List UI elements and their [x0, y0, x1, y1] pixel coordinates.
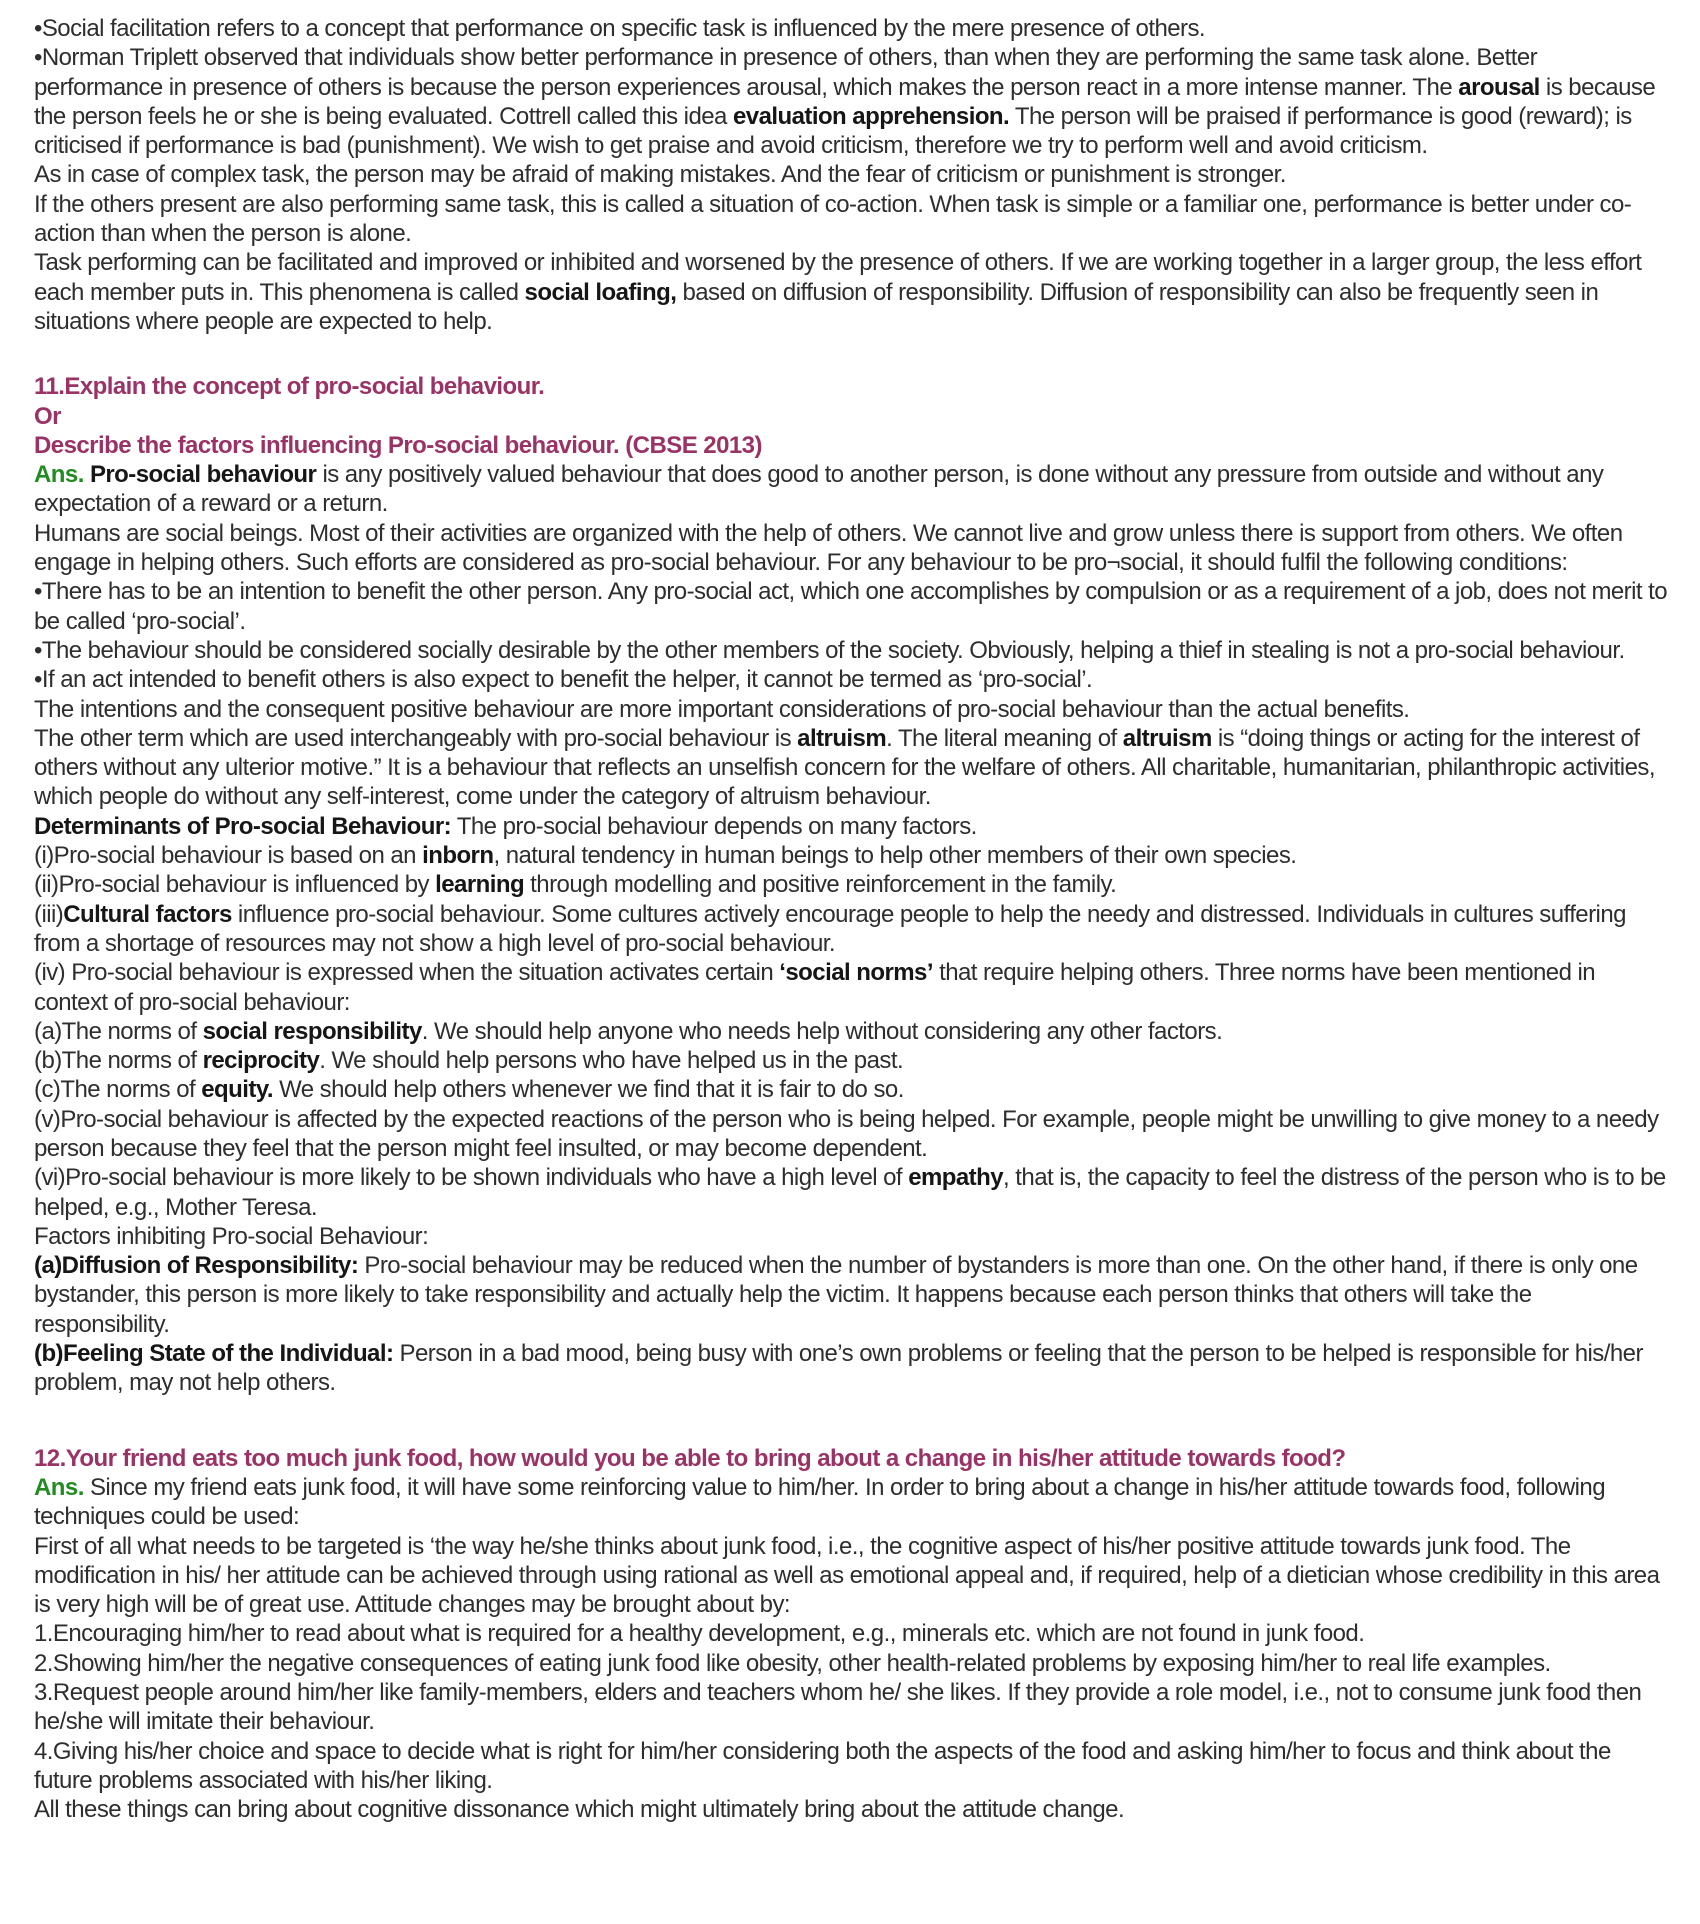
paragraph-complex-task — [34, 160, 1668, 189]
item-vi-empathy — [34, 1163, 1668, 1222]
question-11-heading — [34, 372, 1668, 401]
text-run: (ii)Pro-social behaviour is influenced by — [34, 871, 436, 899]
answer-label: Ans. — [34, 1473, 90, 1501]
text-run: •The behaviour should be considered socially desirable by the other members of the society. Obviously, helping a thief in stealing is not a pro-social behaviour. — [34, 636, 1625, 664]
question-text: 12.Your friend eats too much junk food, how would you be able to bring about a change in his/her attitude towards food? — [34, 1444, 1346, 1472]
item-3-request — [34, 1678, 1668, 1737]
bold-term: Cultural factors — [63, 900, 232, 928]
bullet-socially-desirable — [34, 636, 1668, 665]
text-run: . We should help anyone who needs help without considering any other factors. — [421, 1017, 1223, 1045]
text-run: (iii) — [34, 900, 64, 928]
bold-term: (b)Feeling State of the Individual: — [34, 1340, 394, 1368]
text-run: •Norman Triplett observed that individuals show better performance in presence of others, than when they are performing the same task alone. Better performance in presence of others is because the person experiences arousal, which makes the person react in a more intense manner. The — [34, 44, 1538, 101]
question-11-or — [34, 402, 1668, 431]
text-run: 1.Encouraging him/her to read about what is required for a healthy development, e.g., minerals etc. which are not found in junk food. — [34, 1620, 1365, 1648]
text-run: based on diffusion of responsibility. Diffusion of responsibility can also be frequently seen in situations where people are expected to help. — [34, 278, 1599, 335]
bullet-intention — [34, 577, 1668, 636]
text-run: Humans are social beings. Most of their activities are organized with the help of others. We cannot live and grow unless there is support from others. We often engage in helping others. Such efforts are considered as pro-social behaviour. For any behaviour to be pro¬social, it should fulfil the following conditions: — [34, 519, 1623, 577]
answer-label: Ans. — [34, 461, 90, 489]
text-run: , natural tendency in human beings to help other members of their own species. — [493, 842, 1297, 870]
text-run: 3.Request people around him/her like family-members, elders and teachers whom he/ she likes. If they provide a role model, i.e., not to consume junk food then he/she will imitate their behaviour. — [34, 1679, 1642, 1736]
answer-12-intro — [34, 1473, 1668, 1532]
item-i-inborn — [34, 841, 1668, 870]
item-iii-cultural — [34, 900, 1668, 959]
item-a-diffusion-responsibility — [34, 1251, 1668, 1339]
text-run: (c)The norms of — [34, 1076, 202, 1104]
paragraph-first-of-all — [34, 1532, 1668, 1620]
text-run: Since my friend eats junk food, it will have some reinforcing value to him/her. In order to bring about a change in his/her attitude towards food, following techniques could be used: — [34, 1473, 1606, 1531]
bold-term: (a)Diffusion of Responsibility: — [34, 1252, 359, 1280]
bold-term: arousal — [1458, 73, 1540, 101]
bold-term: empathy — [908, 1164, 1004, 1192]
bold-term: altruism — [797, 724, 887, 752]
bullet-norman-triplett — [34, 43, 1668, 160]
text-run: is “doing things or acting for the interest of others without any ulterior motive.” It is a behaviour that reflects an unselfish concern for the welfare of others. All charitable, humanitarian, philanthropic activities, which people do without any self-interest, come under the category of altruism behaviour. — [34, 724, 1655, 811]
text-run: (i)Pro-social behaviour is based on an — [34, 842, 423, 870]
bold-term: evaluation apprehension. — [732, 102, 1010, 130]
bold-term: inborn — [422, 842, 494, 870]
item-a-social-responsibility — [34, 1017, 1668, 1046]
bold-term: social loafing, — [524, 278, 677, 306]
bold-term: reciprocity — [202, 1047, 320, 1075]
item-2-showing — [34, 1649, 1668, 1678]
text-run: (iv) Pro-social behaviour is expressed when the situation activates certain — [34, 959, 780, 987]
text-run: (vi)Pro-social behaviour is more likely to be shown individuals who have a high level of — [34, 1164, 909, 1192]
bold-term: ‘social norms’ — [779, 959, 933, 987]
text-run: (a)The norms of — [34, 1017, 203, 1045]
text-run: . We should help persons who have helped us in the past. — [319, 1047, 904, 1075]
text-run: 4.Giving his/her choice and space to decide what is right for him/her considering both the aspects of the food and asking him/her to focus and think about the future problems associated with his/her liking. — [34, 1737, 1611, 1794]
item-1-encouraging — [34, 1619, 1668, 1648]
text-run: Factors inhibiting Pro-social Behaviour: — [34, 1222, 429, 1250]
question-text: Describe the factors influencing Pro-social behaviour. (CBSE 2013) — [34, 431, 762, 459]
question-12-heading — [34, 1444, 1668, 1473]
text-run: •Social facilitation refers to a concept that performance on specific task is influenced by the mere presence of others. — [34, 15, 1206, 42]
bold-term: learning — [435, 871, 525, 899]
item-iv-social-norms — [34, 958, 1668, 1017]
section-spacer — [34, 1398, 1668, 1444]
section-spacer — [34, 336, 1668, 372]
question-text: Or — [34, 402, 61, 430]
item-ii-learning — [34, 870, 1668, 899]
text-run: The pro-social behaviour depends on many factors. — [451, 812, 977, 840]
text-run: (v)Pro-social behaviour is affected by the expected reactions of the person who is being helped. For example, people might be unwilling to give money to a needy person because they feel that the person might feel insulted, or may become dependent. — [34, 1105, 1659, 1162]
bold-term: Pro-social behaviour — [89, 461, 317, 489]
answer-11-intro — [34, 460, 1668, 519]
text-run: •There has to be an intention to benefit the other person. Any pro-social act, which one accomplishes by compulsion or as a requirement of a job, does not merit to be called ‘pro-social’. — [34, 578, 1668, 635]
text-run: Person in a bad mood, being busy with one’s own problems or feeling that the person to be helped is responsible for his/her problem, may not help others. — [34, 1340, 1643, 1397]
paragraph-humans-social — [34, 519, 1668, 578]
text-run: (b)The norms of — [34, 1047, 203, 1075]
item-b-feeling-state — [34, 1339, 1668, 1398]
text-run: 2.Showing him/her the negative consequences of eating junk food like obesity, other health-related problems by exposing him/her to real life examples. — [34, 1649, 1551, 1677]
text-run: The person will be praised if performance is good (reward); is criticised if performance is bad (punishment). We wish to get praise and avoid criticism, therefore we try to perform well and avoid criticism. — [34, 102, 1632, 160]
bold-term: equity. — [201, 1076, 273, 1104]
paragraph-factors-inhibiting — [34, 1222, 1668, 1251]
text-run: The other term which are used interchangeably with pro-social behaviour is — [34, 724, 798, 752]
question-text: 11.Explain the concept of pro-social behaviour. — [34, 373, 545, 401]
text-run: The intentions and the consequent positive behaviour are more important considerations of pro-social behaviour than the actual benefits. — [34, 695, 1410, 723]
paragraph-cognitive-dissonance — [34, 1795, 1668, 1824]
bold-term: social responsibility — [202, 1017, 422, 1045]
paragraph-determinants — [34, 812, 1668, 841]
text-run: First of all what needs to be targeted is ‘the way he/she thinks about junk food, i.e., the cognitive aspect of his/her positive attitude towards junk food. The modification in his/ her attitude can be achieved through using rational as well as emotional appeal and, if required, help of a dietician whose credibility in this area is very high will be of great use. Attitude changes may be brought about by: — [34, 1532, 1660, 1619]
text-run: Task performing can be facilitated and improved or inhibited and worsened by the presence of others. If we are working together in a larger group, the less effort each member puts in. This phenomena is called — [34, 249, 1642, 306]
paragraph-co-action — [34, 190, 1668, 249]
text-run: that require helping others. Three norms have been mentioned in context of pro-social behaviour: — [34, 959, 1596, 1016]
text-run: is any positively valued behaviour that does good to another person, is done without any pressure from outside and without any expectation of a reward or a return. — [34, 461, 1604, 518]
question-11-alternate — [34, 431, 1668, 460]
item-c-equity — [34, 1075, 1668, 1104]
bullet-social-facilitation — [34, 14, 1668, 43]
text-run: , that is, the capacity to feel the distress of the person who is to be helped, e.g., Mother Teresa. — [34, 1164, 1666, 1221]
text-run: Pro-social behaviour may be reduced when the number of bystanders is more than one. On the other hand, if there is only one bystander, this person is more likely to take responsibility and actually help the victim. It happens because each person thinks that others will take the responsibility. — [34, 1252, 1638, 1338]
text-run: . The literal meaning of — [886, 724, 1123, 752]
text-run: If the others present are also performing same task, this is called a situation of co-action. When task is simple or a familiar one, performance is better under co-action than when the person is alone. — [34, 190, 1632, 248]
item-b-reciprocity — [34, 1046, 1668, 1075]
text-run: •If an act intended to benefit others is also expect to benefit the helper, it cannot be termed as ‘pro-social’. — [34, 666, 1093, 694]
text-run: As in case of complex task, the person may be afraid of making mistakes. And the fear of criticism or punishment is stronger. — [34, 161, 1286, 189]
bold-term: altruism — [1122, 724, 1212, 752]
bold-term: Determinants of Pro-social Behaviour: — [34, 812, 452, 840]
item-v-expected-reactions — [34, 1105, 1668, 1164]
paragraph-social-loafing — [34, 248, 1668, 336]
item-4-giving — [34, 1737, 1668, 1796]
text-run: influence pro-social behaviour. Some cultures actively encourage people to help the needy and distressed. Individuals in cultures suffering from a shortage of resources may not show a high level of pro-social behaviour. — [34, 900, 1626, 957]
text-run: All these things can bring about cognitive dissonance which might ultimately bring about the attitude change. — [34, 1796, 1125, 1824]
text-run: We should help others whenever we find that it is fair to do so. — [272, 1076, 904, 1104]
paragraph-intentions — [34, 695, 1668, 724]
text-run: through modelling and positive reinforcement in the family. — [524, 871, 1117, 899]
paragraph-altruism — [34, 724, 1668, 812]
text-run: is because the person feels he or she is being evaluated. Cottrell called this idea — [34, 73, 1656, 130]
bullet-benefit-helper — [34, 665, 1668, 694]
